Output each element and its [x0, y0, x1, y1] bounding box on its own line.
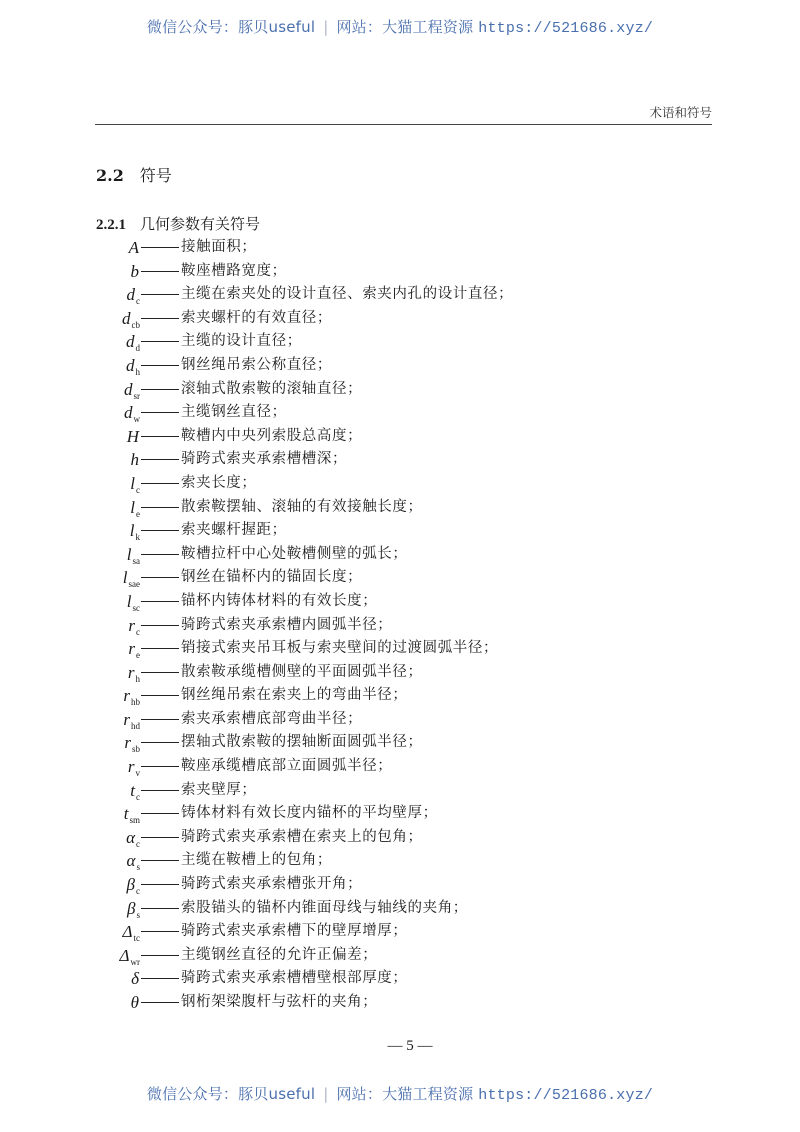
em-dash-rule [141, 459, 179, 460]
em-dash-rule [141, 601, 179, 602]
symbol-description: 骑跨式索夹承索槽在索夹上的包角； [181, 828, 423, 845]
symbol-entry [0, 307, 800, 331]
symbol-description: 索夹螺杆握距； [181, 522, 287, 539]
symbol-entry [0, 401, 800, 425]
symbol-base: d [124, 379, 133, 399]
symbol-base: θ [130, 993, 139, 1012]
em-dash-rule [141, 719, 179, 720]
em-dash-rule [141, 695, 179, 696]
symbol-base: r [124, 733, 131, 753]
symbol-description: 钢丝绳吊索在索夹上的弯曲半径； [181, 687, 408, 704]
em-dash-rule [141, 247, 179, 248]
symbol-subscript: c [136, 484, 140, 495]
em-dash-rule [141, 955, 179, 956]
page-number: — 5 — [387, 1038, 433, 1054]
symbol-entry [0, 543, 800, 567]
symbol-base: l [130, 497, 135, 517]
subsection-title: 几何参数有关符号 [140, 215, 261, 233]
symbol-entry [0, 849, 800, 873]
watermark-separator: | [323, 1085, 329, 1103]
symbol-description: 索夹壁厚； [181, 781, 257, 798]
symbol-description: 索夹长度； [181, 474, 257, 491]
em-dash-rule [141, 530, 179, 531]
em-dash-rule [141, 294, 179, 295]
symbol-entry [0, 378, 800, 402]
symbol-base: β [126, 875, 135, 895]
symbol-entry [0, 496, 800, 520]
symbol-base: d [126, 355, 135, 375]
em-dash-rule [141, 1002, 179, 1003]
symbol-base: d [126, 332, 135, 352]
symbol-description: 滚轴式散索鞍的滚轴直径； [181, 380, 363, 397]
symbol-base: r [123, 709, 130, 729]
em-dash-rule [141, 884, 179, 885]
symbol-base: Δ [122, 922, 133, 942]
symbol-description: 主缆在鞍槽上的包角； [181, 852, 332, 869]
symbol-entry [0, 731, 800, 755]
watermark-wechat: 微信公众号：豚贝useful [146, 18, 316, 36]
symbol-base: r [127, 662, 135, 682]
symbol-base: r [128, 639, 135, 659]
watermark-top [0, 16, 800, 37]
symbol [131, 991, 140, 1022]
symbol-entry [0, 236, 800, 260]
subsection-heading [96, 213, 260, 234]
symbol-description: 散索鞍摆轴、滚轴的有效接触长度； [181, 498, 423, 515]
symbol-subscript: sr [133, 390, 140, 401]
symbol-base: t [130, 780, 135, 800]
symbol-subscript: c [136, 626, 140, 637]
symbol-description: 主缆的设计直径； [181, 333, 302, 350]
symbol-subscript: c [136, 886, 140, 897]
symbol-description: 钢桁架梁腹杆与弦杆的夹角； [181, 994, 378, 1010]
em-dash-rule [141, 554, 179, 555]
em-dash-rule [141, 412, 179, 413]
watermark-site: 网站：大猫工程资源 [336, 1085, 474, 1103]
symbol-subscript: c [136, 838, 140, 849]
symbol-subscript: w [133, 414, 140, 425]
symbol-subscript: sc [132, 602, 140, 613]
watermark-site: 网站：大猫工程资源 [336, 18, 474, 36]
header-rule [95, 124, 712, 125]
em-dash-rule [141, 389, 179, 390]
watermark-wechat: 微信公众号：豚贝useful [146, 1085, 316, 1103]
symbol-entry [0, 873, 800, 897]
symbol-entry [0, 826, 800, 850]
symbol-entry [0, 637, 800, 661]
symbol-subscript: s [136, 909, 140, 920]
symbol-base: d [124, 403, 133, 423]
em-dash-rule [141, 271, 179, 272]
em-dash-rule [141, 341, 179, 342]
symbol-base: b [130, 261, 139, 281]
symbol-base: d [122, 308, 131, 328]
symbol-description: 销接式索夹吊耳板与索夹壁间的过渡圆弧半径； [181, 640, 499, 657]
symbol-entry [0, 897, 800, 921]
em-dash-rule [141, 507, 179, 508]
symbol-description: 索夹承索槽底部弯曲半径； [181, 710, 363, 727]
symbol-description: 索股锚头的锚杯内锥面母线与轴线的夹角； [181, 899, 468, 916]
symbol-subscript: e [136, 650, 140, 661]
symbol-entry [0, 802, 800, 826]
symbol-entry [0, 260, 800, 284]
symbol-description: 骑跨式索夹承索槽槽深； [181, 451, 348, 468]
symbol-subscript: hd [131, 720, 140, 731]
symbol-subscript: sa [132, 555, 140, 566]
symbol-subscript: c [136, 791, 140, 802]
symbol-subscript: wr [130, 956, 140, 967]
symbol-entry [0, 354, 800, 378]
em-dash-rule [141, 837, 179, 838]
symbol-base: β [127, 898, 136, 918]
symbol-base: Δ [119, 945, 130, 965]
em-dash-rule [141, 365, 179, 366]
symbol-entry [0, 991, 800, 1015]
symbol-subscript: c [136, 296, 140, 307]
symbol-entry [0, 755, 800, 779]
symbol-subscript: sm [129, 815, 140, 826]
symbol-base: H [126, 426, 139, 446]
symbol-base: h [130, 450, 139, 470]
symbol-entry [0, 684, 800, 708]
symbol-base: l [129, 521, 135, 541]
symbol-subscript: h [135, 673, 140, 684]
symbol-subscript: s [136, 862, 140, 873]
symbol-entry [0, 967, 800, 991]
symbol-description: 锚杯内铸体材料的有效长度； [181, 592, 378, 609]
symbol-description: 骑跨式索夹承索槽下的壁厚增厚； [181, 923, 408, 940]
symbol-subscript: e [136, 508, 140, 519]
symbol-entry [0, 920, 800, 944]
watermark-separator: | [323, 18, 329, 36]
symbol-entry [0, 590, 800, 614]
em-dash-rule [141, 672, 179, 673]
symbol-list [0, 236, 800, 1015]
running-head: 术语和符号 [649, 105, 712, 120]
em-dash-rule [141, 625, 179, 626]
symbol-base: δ [131, 969, 139, 989]
symbol-entry [0, 448, 800, 472]
symbol-description: 主缆在索夹处的设计直径、索夹内孔的设计直径； [181, 286, 514, 303]
symbol-subscript: k [135, 532, 140, 543]
symbol-description: 骑跨式索夹承索槽槽壁根部厚度； [181, 970, 408, 987]
symbol-description: 接触面积； [181, 239, 257, 255]
em-dash-rule [141, 860, 179, 861]
symbol-entry [0, 661, 800, 685]
em-dash-rule [141, 931, 179, 932]
em-dash-rule [141, 978, 179, 979]
symbol-description: 主缆钢丝直径的允许正偏差； [181, 946, 378, 963]
em-dash-rule [141, 436, 179, 437]
subsection-number: 2.2.1 [96, 217, 126, 233]
section-title: 符号 [139, 166, 172, 185]
symbol-entry [0, 283, 800, 307]
symbol-subscript: tc [133, 933, 140, 944]
em-dash-rule [141, 577, 179, 578]
symbol-base: r [123, 686, 130, 706]
symbol-base: A [128, 238, 139, 257]
symbol-subscript: sb [131, 744, 140, 755]
symbol-base: α [126, 851, 136, 871]
symbol-description: 鞍槽拉杆中心处鞍槽侧壁的弧长； [181, 545, 408, 562]
symbol-subscript: d [135, 343, 140, 354]
em-dash-rule [141, 318, 179, 319]
symbol-entry [0, 708, 800, 732]
em-dash-rule [141, 742, 179, 743]
symbol-base: d [126, 285, 135, 305]
em-dash-rule [141, 908, 179, 909]
symbol-subscript: h [135, 366, 140, 377]
symbol-base: l [130, 473, 135, 493]
symbol-description: 骑跨式索夹承索槽内圆弧半径； [181, 616, 393, 633]
symbol-description: 骑跨式索夹承索槽张开角； [181, 876, 363, 893]
symbol-subscript: hb [131, 697, 140, 708]
section-heading [96, 163, 172, 186]
symbol-description: 散索鞍承缆槽侧壁的平面圆弧半径； [181, 663, 423, 680]
symbol-description: 鞍槽内中央列索股总高度； [181, 427, 363, 444]
symbol-subscript: sae [128, 579, 140, 590]
em-dash-rule [141, 648, 179, 649]
symbol-entry [0, 472, 800, 496]
symbol-entry [0, 330, 800, 354]
section-number: 2.2 [96, 166, 124, 185]
symbol-subscript: v [135, 768, 140, 779]
watermark-url[interactable]: https://521686.xyz/ [478, 20, 654, 37]
em-dash-rule [141, 790, 179, 791]
symbol-base: l [122, 568, 128, 588]
symbol-description: 铸体材料有效长度内锚杯的平均壁厚； [181, 805, 438, 822]
watermark-url[interactable]: https://521686.xyz/ [478, 1087, 654, 1104]
symbol-entry [0, 614, 800, 638]
em-dash-rule [141, 483, 179, 484]
symbol-entry [0, 779, 800, 803]
symbol-description: 钢丝在锚杯内的锚固长度； [181, 569, 363, 586]
symbol-entry [0, 944, 800, 968]
symbol-base: α [126, 827, 135, 847]
em-dash-rule [141, 766, 179, 767]
symbol-description: 鞍座承缆槽底部立面圆弧半径； [181, 758, 393, 775]
symbol-entry [0, 425, 800, 449]
symbol-description: 鞍座槽路宽度； [181, 262, 287, 279]
symbol-base: l [126, 591, 132, 611]
symbol-description: 摆轴式散索鞍的摆轴断面圆弧半径； [181, 734, 423, 751]
em-dash-rule [141, 813, 179, 814]
watermark-bottom [0, 1083, 800, 1104]
symbol-description: 钢丝绳吊索公称直径； [181, 356, 332, 373]
symbol-base: r [128, 615, 135, 635]
symbol-description: 索夹螺杆的有效直径； [181, 309, 332, 326]
symbol-base: r [127, 757, 135, 777]
symbol-base: l [126, 544, 132, 564]
symbol-entry [0, 519, 800, 543]
symbol-base: t [123, 804, 129, 824]
symbol-subscript: cb [131, 319, 140, 330]
symbol-description: 主缆钢丝直径； [181, 404, 287, 421]
symbol-entry [0, 566, 800, 590]
